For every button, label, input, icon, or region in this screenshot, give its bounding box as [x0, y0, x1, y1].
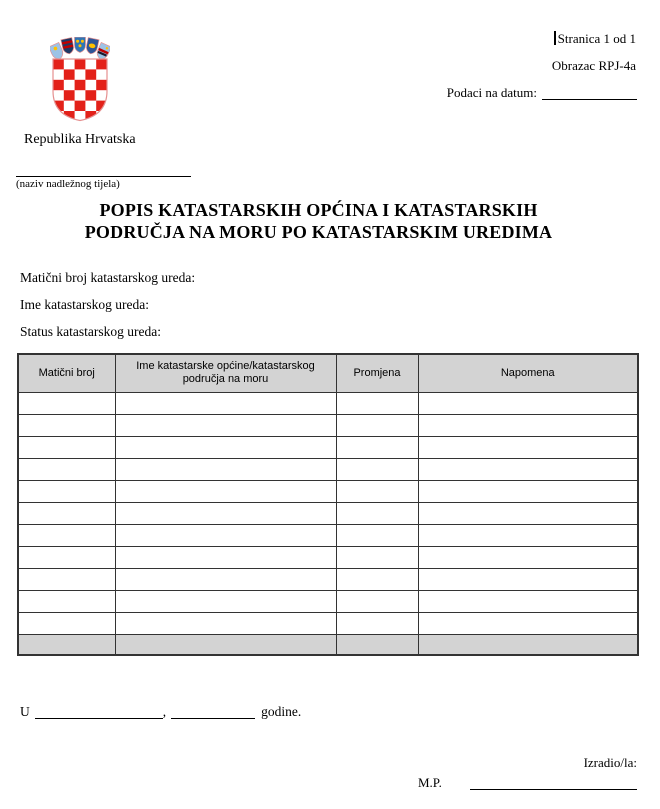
place-blank-field[interactable]: [35, 705, 163, 719]
table-footer-cell: [336, 634, 418, 655]
table-row: [18, 414, 638, 436]
title-line-1: POPIS KATASTARSKIH OPĆINA I KATASTARSKIH: [99, 200, 538, 220]
table-cell[interactable]: [336, 524, 418, 546]
table-cell[interactable]: [18, 458, 115, 480]
table-cell[interactable]: [18, 436, 115, 458]
table-cell[interactable]: [418, 546, 638, 568]
croatia-coat-of-arms-icon: [50, 37, 110, 122]
table-cell[interactable]: [418, 524, 638, 546]
table-cell[interactable]: [18, 392, 115, 414]
table-cell[interactable]: [418, 502, 638, 524]
table-row: [18, 458, 638, 480]
table-footer-cell: [418, 634, 638, 655]
authority-field[interactable]: [16, 176, 191, 191]
col-header-promjena: Promjena: [336, 354, 418, 392]
text-cursor: [554, 31, 556, 45]
table-cell[interactable]: [18, 612, 115, 634]
table-row: [18, 590, 638, 612]
table-row: [18, 480, 638, 502]
table-cell[interactable]: [18, 546, 115, 568]
table-cell[interactable]: [115, 414, 336, 436]
table-cell[interactable]: [336, 590, 418, 612]
form-code: Obrazac RPJ-4a: [551, 58, 636, 73]
table-cell[interactable]: [418, 480, 638, 502]
date-field: [447, 85, 637, 101]
table-cell[interactable]: [18, 524, 115, 546]
table-cell[interactable]: [418, 436, 638, 458]
table-cell[interactable]: [418, 458, 638, 480]
table-cell[interactable]: [115, 502, 336, 524]
table-cell[interactable]: [418, 414, 638, 436]
table-cell[interactable]: [18, 480, 115, 502]
country-name: Republika Hrvatska: [24, 132, 136, 147]
date-label: Podaci na datum:: [446, 85, 537, 100]
crown-shield-dalmatia: [75, 37, 86, 53]
table-cell[interactable]: [18, 414, 115, 436]
table-row: [18, 436, 638, 458]
place-suffix: godine.: [261, 704, 302, 719]
table-cell[interactable]: [18, 568, 115, 590]
table-cell[interactable]: [18, 502, 115, 524]
table-header-row: [18, 354, 638, 392]
table-cell[interactable]: [336, 612, 418, 634]
table-row: [18, 524, 638, 546]
authority-caption: (naziv nadležnog tijela): [16, 178, 120, 190]
table-cell[interactable]: [336, 392, 418, 414]
table-cell[interactable]: [336, 458, 418, 480]
table-cell[interactable]: [115, 524, 336, 546]
place-prefix: U: [20, 704, 30, 719]
made-by-label: Izradio/la:: [583, 755, 637, 770]
page-number-text: Stranica 1 od 1: [557, 31, 636, 46]
table-row: [18, 568, 638, 590]
table-row: [18, 392, 638, 414]
page-number: [554, 31, 636, 47]
table-row: [18, 502, 638, 524]
col-header-ime-opcine: Ime katastarske općine/katastarskog područja na moru: [115, 354, 336, 392]
table-cell[interactable]: [336, 546, 418, 568]
place-date-line: [20, 704, 301, 720]
col-header-maticni-broj: Matični broj: [18, 354, 115, 392]
field-label-maticni-broj-ureda: Matični broj katastarskog ureda:: [20, 270, 196, 285]
table-cell[interactable]: [336, 568, 418, 590]
table-cell[interactable]: [115, 436, 336, 458]
table-cell[interactable]: [115, 546, 336, 568]
signature-line[interactable]: [470, 789, 637, 790]
table-cell[interactable]: [336, 480, 418, 502]
table-cell[interactable]: [418, 612, 638, 634]
table-cell[interactable]: [115, 458, 336, 480]
table-cell[interactable]: [18, 590, 115, 612]
table-cell[interactable]: [418, 568, 638, 590]
table-cell[interactable]: [336, 414, 418, 436]
table-body: [18, 392, 638, 634]
table-cell[interactable]: [336, 436, 418, 458]
field-label-status-ureda: Status katastarskog ureda:: [20, 324, 161, 339]
table-cell[interactable]: [418, 590, 638, 612]
table-cell[interactable]: [115, 392, 336, 414]
date-blank-field[interactable]: [542, 86, 637, 100]
comma: ,: [162, 704, 167, 719]
table-cell[interactable]: [115, 590, 336, 612]
seal-label: M.P.: [418, 775, 442, 790]
table-cell[interactable]: [115, 612, 336, 634]
table-cell[interactable]: [115, 480, 336, 502]
table-footer-cell: [18, 634, 115, 655]
table-cell[interactable]: [418, 392, 638, 414]
table-cell[interactable]: [115, 568, 336, 590]
title-line-2: PODRUČJA NA MORU PO KATASTARSKIM UREDIMA: [84, 222, 553, 242]
table-footer-cell: [115, 634, 336, 655]
cadastral-table: [17, 353, 639, 656]
table-row: [18, 546, 638, 568]
year-blank-field[interactable]: [171, 705, 255, 719]
field-label-ime-ureda: Ime katastarskog ureda:: [20, 297, 149, 312]
table-row: [18, 612, 638, 634]
table-footer-row: [18, 634, 638, 655]
document-title: [0, 199, 637, 243]
col-header-napomena: Napomena: [418, 354, 638, 392]
table-cell[interactable]: [336, 502, 418, 524]
